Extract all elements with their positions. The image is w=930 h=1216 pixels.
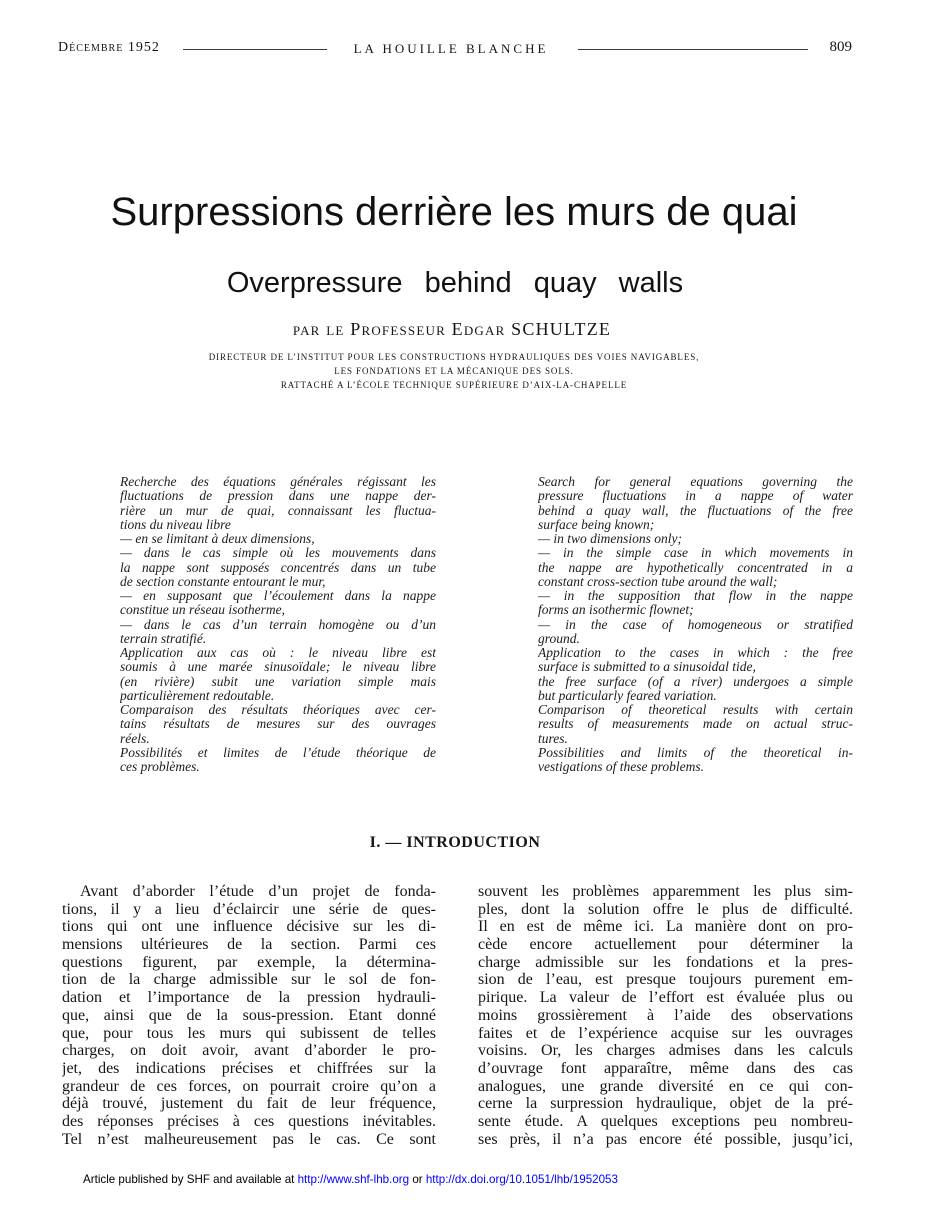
abstract-line: Comparison of theoretical results with certain — [538, 703, 853, 717]
abstract-line: behind a quay wall, the fluctuations of the free — [538, 503, 853, 518]
body-line: tions, il y a lieu d’éclaircir une série de ques- — [62, 900, 436, 918]
abstract-line: rière un mur de quai, connaissant les fluctua- — [120, 503, 436, 518]
abstract-line: tains résultats de mesures sur des ouvrages — [120, 717, 436, 732]
page-number: 809 — [829, 39, 852, 55]
abstract-french — [120, 475, 436, 774]
abstract-line: de section constante entourant le mur, — [120, 574, 326, 589]
abstract-line: terrain stratifié. — [120, 631, 207, 646]
body-line: jet, des indications précises et chiffrées sur la — [62, 1059, 436, 1077]
body-line: voisins. Or, les charges admises dans les calculs — [478, 1042, 853, 1060]
abstract-line: tures. — [538, 731, 568, 746]
affiliation-line: LES FONDATIONS ET LA MÉCANIQUE DES SOLS. — [334, 366, 574, 376]
body-line: des réponses précises à ces questions inévitables. — [62, 1112, 436, 1130]
header-rule-right — [578, 49, 808, 50]
body-line: charges, on doit avoir, avant d’aborder le pro- — [62, 1042, 436, 1060]
abstract-line: tions du niveau libre — [120, 517, 231, 532]
abstract-line: Application to the cases in which : the free — [538, 646, 853, 660]
body-line: cerne la surpression hydraulique, objet de la pré- — [478, 1095, 853, 1113]
abstract-line: — in the simple case in which movements in — [538, 546, 853, 561]
body-line: ses près, il n’a pas encore été possible, jusqu’ici, — [478, 1130, 853, 1148]
body-line: analogues, une grande diversité en ce qui con- — [478, 1077, 853, 1095]
body-line: mensions ultérieures de la section. Parmi ces — [62, 936, 436, 954]
author-affiliation — [4, 350, 904, 392]
abstract-line: the nappe are hypothetically concentrated in a — [538, 560, 853, 575]
article-subtitle: Overpressure behind quay walls — [226, 267, 684, 299]
abstract-line: — en supposant que l’écoulement dans la nappe — [120, 589, 436, 603]
abstract-line: — dans le cas d’un terrain homogène ou d’un — [120, 617, 436, 632]
body-line: que, pour tous les murs qui subissent de telles — [62, 1024, 436, 1042]
body-line: déjà trouvé, justement du fait de leur fréquence, — [62, 1095, 436, 1113]
body-line: tions qui ont une influence décisive sur les di- — [62, 918, 436, 936]
abstract-line: la nappe sont supposés concentrés dans un tube — [120, 560, 436, 575]
abstract-line: Recherche des équations générales régissant les — [120, 475, 436, 489]
body-line: moins grossièrement à l’aide des observations — [478, 1006, 853, 1024]
footer-text: Article published by SHF and available at — [83, 1173, 298, 1186]
abstract-line: ces problèmes. — [120, 760, 200, 774]
footer-link-shf[interactable]: http://www.shf-lhb.org — [297, 1173, 410, 1186]
footer-note — [83, 1172, 618, 1188]
article-title: Surpressions derrière les murs de quai — [110, 190, 798, 234]
abstract-line: réels. — [120, 731, 150, 746]
body-line: sion de l’eau, est presque toujours purement em- — [478, 971, 853, 989]
footer-link-doi[interactable]: http://dx.doi.org/10.1051/lhb/1952053 — [425, 1173, 618, 1186]
abstract-line: pressure fluctuations in a nappe of water — [538, 489, 853, 504]
journal-name: LA HOUILLE BLANCHE — [353, 41, 549, 56]
body-line: faites et de l’expérience acquise sur les ouvrages — [478, 1024, 853, 1042]
body-line: cède encore actuellement pour déterminer la — [478, 936, 853, 954]
section-heading: I. — INTRODUCTION — [369, 834, 541, 851]
abstract-line: vestigations of these problems. — [538, 760, 704, 774]
body-line: charge admissible sur les fondations et la pres- — [478, 953, 853, 971]
abstract-english — [538, 475, 853, 774]
abstract-line: Possibilités et limites de l’étude théorique de — [120, 745, 436, 760]
body-line: d’ouvrage font apparaître, même dans des cas — [478, 1059, 853, 1077]
abstract-line: particulièrement redoutable. — [120, 688, 275, 703]
body-column-right — [478, 883, 853, 1148]
body-line: questions figurent, par exemple, la détermina- — [62, 953, 436, 971]
abstract-line: but particularly feared variation. — [538, 688, 717, 703]
affiliation-line: DIRECTEUR DE L’INSTITUT POUR LES CONSTRUCTIONS HYDRAULIQUES DES VOIES NAVIGABLES, — [208, 352, 700, 362]
body-line: souvent les problèmes apparemment les plus sim- — [478, 883, 853, 900]
body-line: grandeur de ces forces, on pourrait croire qu’on a — [62, 1077, 436, 1095]
body-line: tion de la charge admissible sur le sol de fon- — [62, 971, 436, 989]
abstract-line: — in the case of homogeneous or stratified — [538, 617, 853, 632]
body-line: que, ainsi que de la sous-pression. Etant donné — [62, 1006, 436, 1024]
header-date: Décembre 1952 — [58, 40, 160, 55]
abstract-line: ground. — [538, 631, 580, 646]
abstract-line: constant cross-section tube around the wall; — [538, 574, 778, 589]
body-line: ples, dont la solution offre le plus de difficulté. — [478, 900, 853, 918]
abstract-line: — in the supposition that flow in the nappe — [538, 589, 853, 603]
footer-text-or: or — [409, 1173, 426, 1186]
abstract-line: — dans le cas simple où les mouvements dans — [120, 546, 436, 561]
abstract-line: — in two dimensions only; — [538, 532, 682, 546]
abstract-line: forms an isothermic flownet; — [538, 603, 694, 618]
abstract-line: fluctuations de pression dans une nappe der- — [120, 489, 436, 504]
abstract-line: Application aux cas où : le niveau libre est — [120, 646, 436, 660]
abstract-line: surface being known; — [538, 517, 655, 532]
abstract-line: results of measurements made on actual struc- — [538, 717, 853, 732]
abstract-line: constitue un réseau isotherme, — [120, 603, 285, 618]
affiliation-line: RATTACHÉ A L’ÉCOLE TECHNIQUE SUPÉRIEURE D’AIX-LA-CHAPELLE — [280, 380, 628, 390]
body-line: Tel n’est malheureusement pas le cas. Ce sont — [62, 1130, 436, 1148]
author-line: par le Professeur Edgar SCHULTZE — [292, 319, 612, 339]
abstract-line: soumis à une marée sinusoïdale; le niveau libre — [120, 660, 436, 675]
abstract-line: the free surface (of a river) undergoes a simple — [538, 674, 853, 689]
body-line: sente étude. A quelques exceptions peu nombreu- — [478, 1112, 853, 1130]
abstract-line: (en rivière) subit une variation simple mais — [120, 674, 436, 689]
body-line: pirique. La valeur de l’effort est évaluée plus ou — [478, 989, 853, 1007]
body-column-left — [62, 883, 436, 1148]
body-line: dation et l’importance de la pression hydrauli- — [62, 989, 436, 1007]
abstract-line: — en se limitant à deux dimensions, — [120, 532, 315, 546]
body-line: Avant d’aborder l’étude d’un projet de fonda- — [80, 883, 436, 900]
abstract-line: Possibilities and limits of the theoretical in- — [538, 745, 853, 760]
abstract-line: Comparaison des résultats théoriques avec cer- — [120, 703, 436, 717]
abstract-line: Search for general equations governing the — [538, 475, 853, 489]
abstract-line: surface is submitted to a sinusoidal tide, — [538, 660, 756, 675]
body-line: Il en est de même ici. La manière dont on pro- — [478, 918, 853, 936]
